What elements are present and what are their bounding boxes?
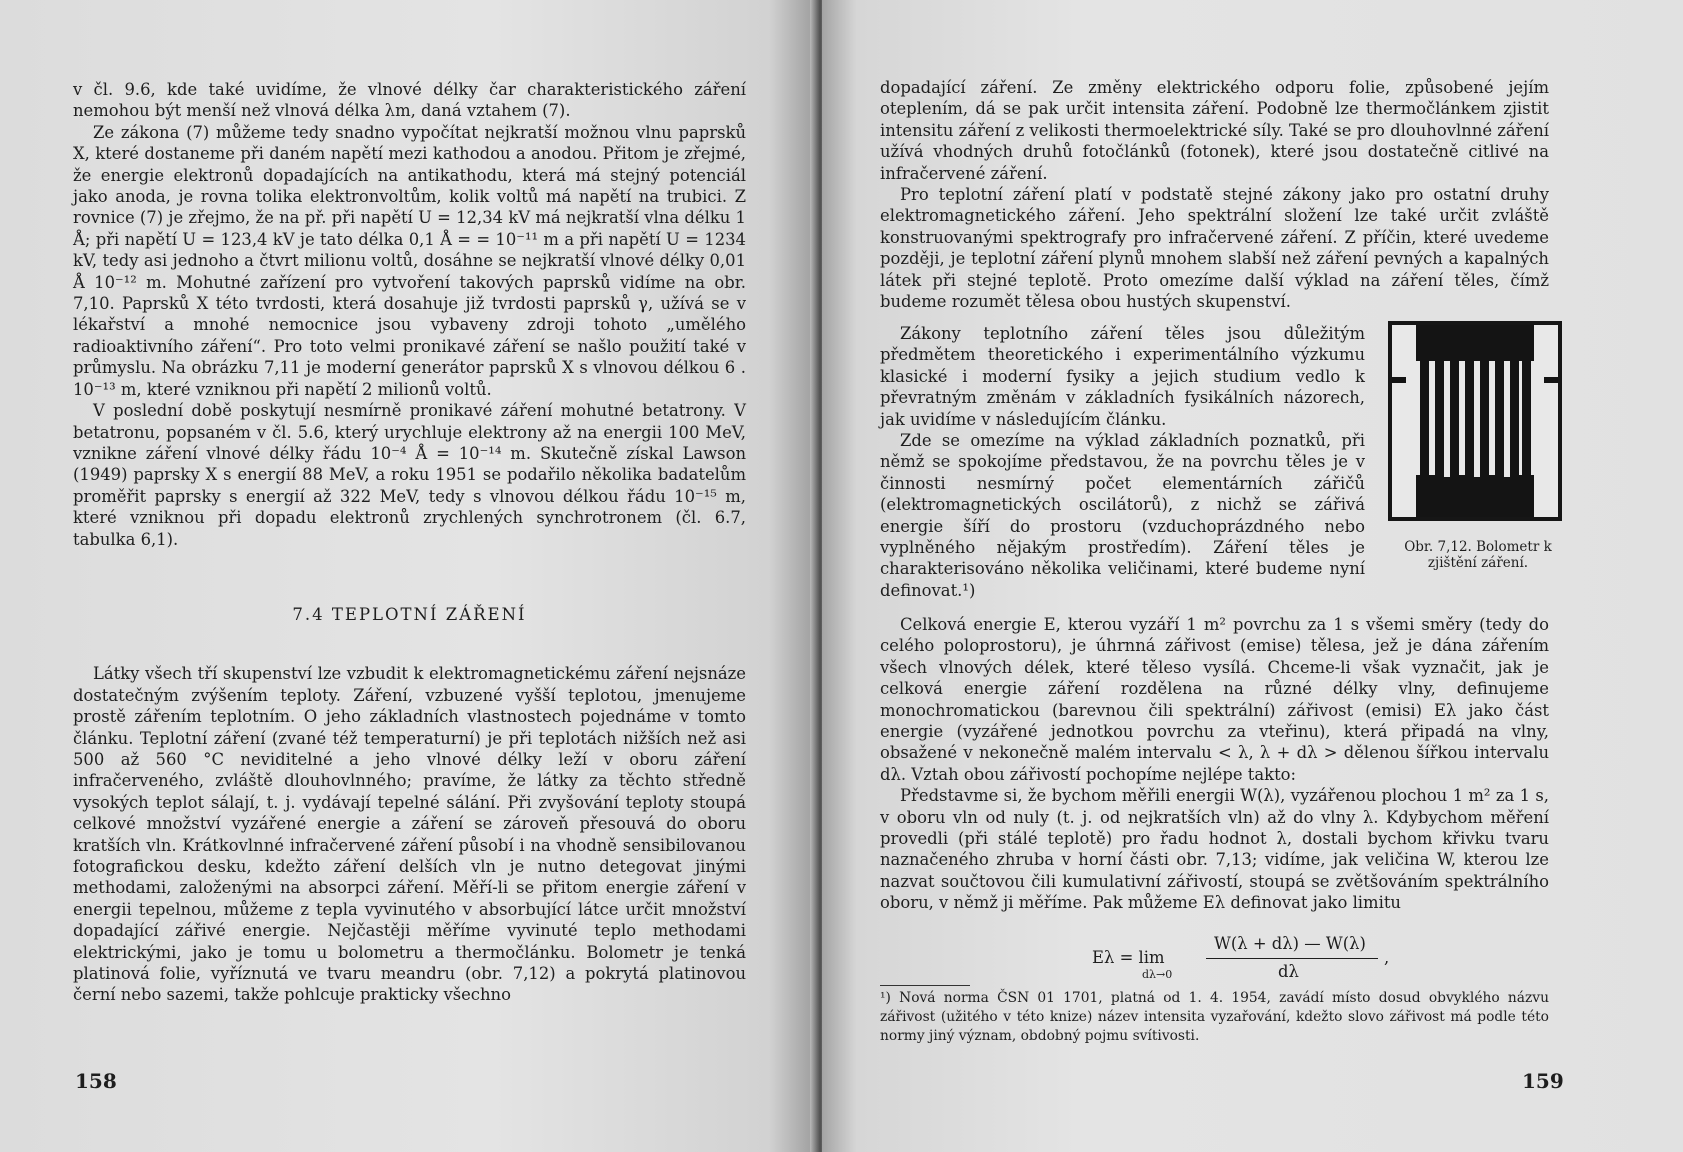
limit-formula	[1092, 934, 1492, 990]
right-paragraph-4: Zde se omezíme na výklad základních poznatků, při němž se spokojíme představou, že na povrchu těles je v činnosti nesmírný počet elementárních zářičů (elektromagnetických oscilátorů), z nichž se zářivá energie šíří do prostoru (vzduchoprázdného nebo vyplněného nějakým prostředím). Záření těles je charakterisováno několika veličinami, které budeme nyní definovat.¹)	[880, 431, 1365, 600]
page-number-right: 159	[1522, 1069, 1564, 1093]
formula-limit-subscript: dλ→0	[1142, 968, 1173, 981]
right-text-bottom	[880, 614, 1549, 914]
left-paragraph-3: V poslední době poskytují nesmírně pronikavé záření mohutné betatrony. V betatronu, popsaném v čl. 5.6, který urychluje elektrony až na energii 100 MeV, vznikne záření vlnové délky řádu 10⁻⁴ Å = 10⁻¹⁴ m. Skutečně získal Lawson (1949) paprsky X s energií 88 MeV, a roku 1951 se podařilo několika badatelům proměřit paprsky s energií až 322 MeV, tedy s vlnovou délkou řádu 10⁻¹⁵ m, které vzniknou při dopadu elektronů zrychlených synchrotronem (čl. 6.7, tabulka 6,1).	[73, 401, 746, 549]
page-number-left: 158	[75, 1069, 117, 1093]
formula-numerator: W(λ + dλ) — W(λ)	[1214, 934, 1366, 953]
right-paragraph-3: Zákony teplotního záření těles jsou důležitým předmětem theoretického i experimentálního výzkumu klasické i moderní fysiky a jejich studium vedlo k převratným změnám v základních fysikálních názorech, jak uvidíme v následujícím článku.	[880, 324, 1365, 429]
footnote-rule	[880, 985, 970, 986]
bolometer-meander-drawing	[1392, 325, 1558, 517]
right-text-beside-figure	[880, 323, 1365, 601]
left-paragraph-1: v čl. 9.6, kde také uvidíme, že vlnové délky čar charakteristického záření nemohou být menší než vlnová délka λm, daná vztahem (7).	[73, 80, 746, 121]
footnote: ¹) Nová norma ČSN 01 1701, platná od 1. 4. 1954, zavádí místo dosud obvyklého názvu zářivost (užitého v této knize) název intensita vyzařování, kdežto slovo zářivost má podle této normy jiný význam, obdobný pojmu svítivosti.	[880, 990, 1549, 1044]
section-heading: 7.4 TEPLOTNÍ ZÁŘENÍ	[292, 604, 527, 624]
right-page	[822, 0, 1683, 1152]
right-paragraph-6: Představme si, že bychom měřili energii W(λ), vyzářenou plochou 1 m² za 1 s, v oboru vln od nuly (t. j. od nejkratších vln) až do vlny λ. Kdybychom měření provedli (při stálé teplotě) pro řadu hodnot λ, dostali bychom křivku tvaru naznačeného zhruba v horní části obr. 7,13; vidíme, jak veličina W, kterou lze nazvat součtovou čili kumulativní zářivostí, stoupá se zvětšováním spektrálního oboru, v němž ji měříme. Pak můžeme Eλ definovat jako limitu	[880, 786, 1549, 913]
right-text-top	[880, 77, 1549, 312]
left-paragraph-4: Látky všech tří skupenství lze vzbudit k elektromagnetickému záření nejsnáze dostatečným zvýšením teploty. Záření, vzbuzené vyšší teplotou, jmenujeme prostě zářením teplotním. O jeho základních vlastnostech pojednáme v tomto článku. Teplotní záření (zvané též temperaturní) je při teplotách nižších než asi 500 až 560 °C neviditelné a jeho vlnové délky leží v oboru záření infračerveného, zvláště dlouhovlnného; pravíme, že látky za těchto středně vysokých teplot sálají, t. j. vydávají tepelné sálání. Při zvyšování teploty stoupá celkové množství vyzářené energie a záření se zároveň přesouvá do oboru kratších vln. Krátkovlnné infračervené záření působí i na vhodně sensibilovanou fotografickou desku, kdežto záření delších vln je nutno detegovat jinými methodami, založenými na absorpci záření. Měří-li se přitom energie záření v energii tepelnou, můžeme z tepla vyvinutého v absorbující látce určit množství dopadající zářivé energie. Nejčastěji měříme vyvinuté teplo methodami elektrickými, jako je tomu u bolometru a thermočlánku. Bolometr je tenká platinová folie, vyříznutá ve tvaru meandru (obr. 7,12) a pokrytá platinovou černí nebo sazemi, takže pohlcuje prakticky všechno	[73, 664, 746, 1005]
formula-denominator: dλ	[1278, 962, 1299, 981]
bolometer-figure	[1388, 321, 1562, 521]
formula-lhs: Eλ = lim	[1092, 948, 1165, 967]
figure-caption: Obr. 7,12. Bolometr k zjištění záření.	[1404, 539, 1552, 571]
right-paragraph-5: Celková energie E, kterou vyzáří 1 m² povrchu za 1 s všemi směry (tedy do celého poloprostoru), je úhrnná zářivost (emise) tělesa, jež je dána zářením všech vlnových délek, které těleso vysílá. Chceme-li však vyznačit, jak je celková energie záření rozdělena na různé délky vlny, definujeme monochromatickou (barevnou čili spektrální) zářivost (emisi) Eλ jako část energie (vyzářené jednotkou povrchu za vteřinu), která připadá na vlny, obsažené v nekonečně malém intervalu < λ, λ + dλ > dělenou šířkou intervalu dλ. Vztah obou zářivostí pochopíme nejlépe takto:	[880, 615, 1549, 784]
left-paragraph-2: Ze zákona (7) můžeme tedy snadno vypočítat nejkratší možnou vlnu paprsků X, které dostaneme při daném napětí mezi kathodou a anodou. Přitom je zřejmé, že energie elektronů dopadajících na antikathodu, která má stejný potenciál jako anoda, je rovna tolika elektronvoltům, kolik voltů má napětí na trubici. Z rovnice (7) je zřejmo, že na př. při napětí U = 12,34 kV má nejkratší vlna délku 1 Å; při napětí U = 123,4 kV je tato délka 0,1 Å = = 10⁻¹¹ m a při napětí U = 1234 kV, tedy asi jednoho a čtvrt milionu voltů, dosáhne se nejkratší vlnové délky 0,01 Å 10⁻¹² m. Mohutné zařízení pro vytvoření takových paprsků vidíme na obr. 7,10. Paprsků X této tvrdosti, která dosahuje již tvrdosti paprsků γ, užívá se v lékařství a mnohé nemocnice jsou vybaveny zdroji tohoto „umělého radioaktivního záření“. Pro toto velmi pronikavé záření se našlo použití také v průmyslu. Na obrázku 7,11 je moderní generátor paprsků X s vlnovou délkou 6 . 10⁻¹³ m, které vzniknou při napětí 2 milionů voltů.	[73, 122, 746, 399]
fraction-bar	[1206, 958, 1378, 959]
formula-comma: ,	[1384, 948, 1390, 967]
left-page	[0, 0, 818, 1152]
right-paragraph-1: dopadající záření. Ze změny elektrického odporu folie, způsobené jejím oteplením, dá se pak určit intensita záření. Podobně lze thermočlánkem zjistit intensitu záření z velikosti thermoelektrické síly. Také se pro dlouhovlnné záření užívá vhodných druhů fotočlánků (fotonek), které jsou dostatečně citlivé na infračervené záření.	[880, 78, 1549, 183]
left-text-column	[73, 79, 746, 1006]
right-paragraph-2: Pro teplotní záření platí v podstatě stejné zákony jako pro ostatní druhy elektromagnetického záření. Jeho spektrální složení lze také určit zvláště konstruovanými spektrografy pro infračervené záření. Z příčin, které uvedeme později, je teplotní záření plynů mnohem slabší než záření pevných a kapalných látek při stejné teplotě. Proto omezíme další výklad na záření těles, čímž budeme rozumět tělesa obou hustých skupenství.	[880, 185, 1549, 312]
